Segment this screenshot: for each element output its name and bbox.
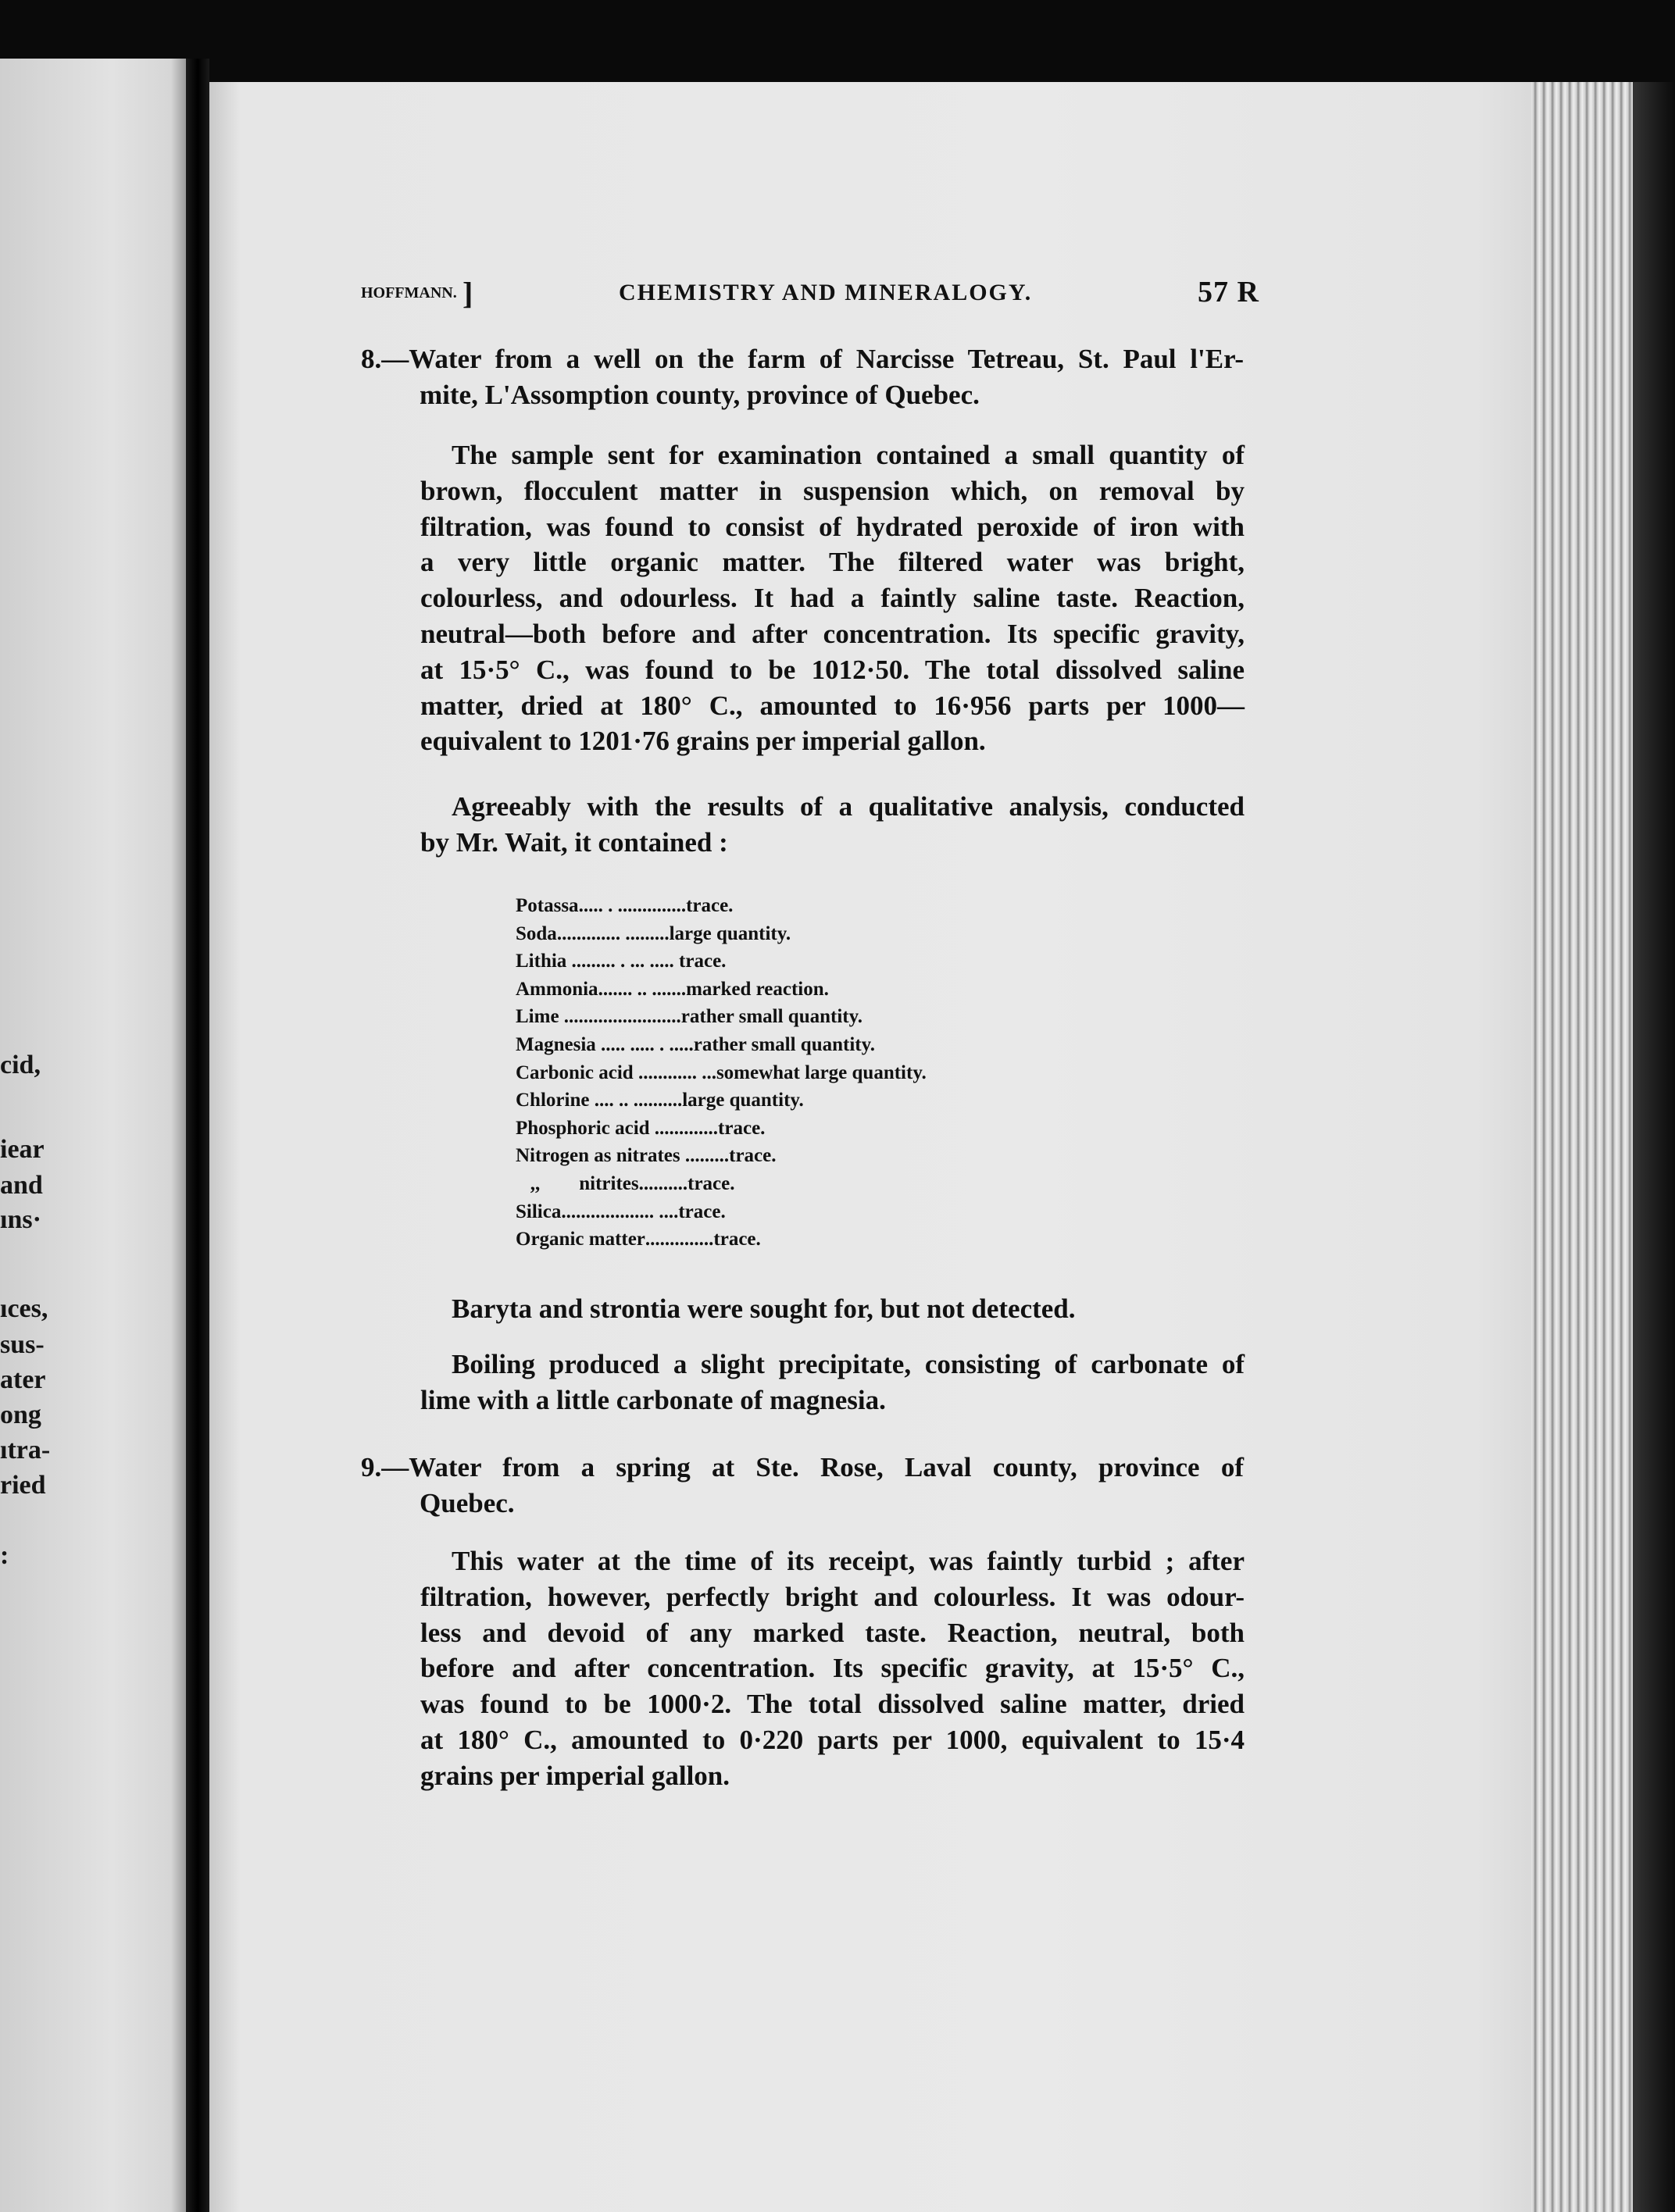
analysis-amount: large quantity.	[682, 1090, 804, 1111]
entry-8-line: 8.—Water from a well on the farm of Narcisse Tetreau, St. Paul l'Er-	[361, 344, 1244, 374]
paragraph-line: filtration, was found to consist of hydrated peroxide of iron with	[420, 511, 1245, 542]
left-page-fragment: cid,	[0, 1051, 41, 1079]
analysis-row	[516, 892, 1141, 920]
paragraph-line: Boiling produced a slight precipitate, consisting of carbonate of	[452, 1349, 1245, 1379]
analysis-amount: somewhat large quantity.	[716, 1061, 927, 1083]
analysis-constituent: Silica	[516, 1201, 562, 1222]
analysis-constituent: Carbonic acid	[516, 1061, 634, 1083]
paragraph-line: Baryta and strontia were sought for, but not detected.	[452, 1293, 1076, 1324]
analysis-amount: trace.	[688, 1172, 735, 1194]
left-page-fragment: iear	[0, 1135, 45, 1164]
analysis-constituent: Potassa	[516, 895, 579, 916]
analysis-amount: trace.	[718, 1117, 766, 1139]
analysis-row	[516, 1170, 1141, 1198]
analysis-leader-dots: ......... . ... .....	[566, 951, 680, 972]
analysis-constituent: Magnesia	[516, 1033, 596, 1055]
paragraph-line: The sample sent for examination contained a small quantity of	[452, 440, 1245, 470]
analysis-table	[516, 892, 1141, 1254]
analysis-leader-dots: ............. .........	[556, 922, 670, 944]
paragraph-line: lime with a little carbonate of magnesia.	[420, 1384, 886, 1415]
left-page-fragment: ong	[0, 1400, 41, 1429]
paragraph-line: filtration, however, perfectly bright and colourless. It was odour-	[420, 1581, 1245, 1612]
analysis-amount: trace.	[678, 1201, 726, 1222]
analysis-row	[516, 920, 1141, 948]
analysis-constituent: Phosphoric acid	[516, 1117, 650, 1139]
header-title: CHEMISTRY AND MINERALOGY.	[619, 280, 1033, 305]
analysis-leader-dots: .........	[680, 1145, 730, 1167]
analysis-row	[516, 976, 1141, 1004]
page-edge-shadow	[1633, 82, 1675, 2212]
paragraph-boiling	[420, 1347, 1245, 1418]
paragraph-line: a very little organic matter. The filtered water was bright,	[420, 547, 1245, 578]
paragraph-line: This water at the time of its receipt, was faintly turbid ; after	[452, 1546, 1245, 1576]
analysis-row	[516, 1003, 1141, 1031]
header-bracket: ]	[462, 276, 474, 311]
paragraph-line: less and devoid of any marked taste. Reaction, neutral, both	[420, 1617, 1245, 1648]
analysis-leader-dots: ........................	[559, 1006, 681, 1028]
page-number: 57 R	[1198, 276, 1259, 309]
analysis-leader-dots: ............ ...	[633, 1061, 716, 1083]
paragraph-line: at 15·5° C., was found to be 1012·50. The total dissolved saline	[420, 654, 1245, 685]
paragraph-sample	[420, 437, 1245, 759]
analysis-constituent: Ammonia	[516, 978, 598, 1000]
entry-9-line: Quebec.	[420, 1487, 515, 1518]
entry-8-heading	[361, 341, 1244, 413]
analysis-leader-dots: ..........	[638, 1172, 688, 1194]
page-edges	[1531, 82, 1633, 2212]
analysis-constituent: ,, nitrites	[516, 1172, 639, 1194]
header-author: HOFFMANN.	[361, 284, 457, 301]
analysis-leader-dots: ..............	[645, 1229, 714, 1250]
analysis-amount: trace.	[679, 951, 727, 972]
paragraph-line: at 180° C., amounted to 0·220 parts per 1000, equivalent to 15·4	[420, 1724, 1245, 1755]
analysis-constituent: Organic matter	[516, 1229, 645, 1250]
book-gutter	[186, 59, 209, 2212]
paragraph-baryta	[420, 1291, 1245, 1327]
analysis-row	[516, 1115, 1141, 1143]
paragraph-line: neutral—both before and after concentration. Its specific gravity,	[420, 618, 1245, 649]
analysis-leader-dots: ..... . ..............	[578, 895, 687, 916]
analysis-amount: large quantity.	[669, 922, 791, 944]
analysis-constituent: Soda	[516, 922, 557, 944]
left-page-fragment: ıces,	[0, 1294, 48, 1323]
analysis-leader-dots: .... .. ..........	[589, 1090, 683, 1111]
entry-9-line: 9.—Water from a spring at Ste. Rose, Laval county, province of	[361, 1452, 1244, 1482]
left-page-fragment: :	[0, 1541, 9, 1570]
analysis-row	[516, 1059, 1141, 1087]
paragraph-line: grains per imperial gallon.	[420, 1760, 730, 1791]
left-page-fragment: sus-	[0, 1330, 45, 1359]
left-page-fragment: and	[0, 1171, 43, 1200]
paragraph-spring-water	[420, 1543, 1245, 1794]
entry-8-line: mite, L'Assomption county, province of Quebec.	[420, 379, 980, 410]
analysis-leader-dots: ................... ....	[561, 1201, 679, 1222]
analysis-amount: marked reaction.	[686, 978, 829, 1000]
analysis-constituent: Chlorine	[516, 1090, 590, 1111]
paragraph-line: by Mr. Wait, it contained :	[420, 826, 728, 858]
left-facing-page	[0, 59, 186, 2212]
analysis-constituent: Lime	[516, 1006, 559, 1028]
analysis-row	[516, 1086, 1141, 1115]
analysis-amount: trace.	[729, 1145, 777, 1167]
running-header	[361, 276, 1259, 314]
analysis-leader-dots: ..... ..... . .....	[595, 1033, 694, 1055]
paragraph-line: equivalent to 1201·76 grains per imperial gallon.	[420, 726, 986, 757]
analysis-row	[516, 1226, 1141, 1254]
paragraph-line: matter, dried at 180° C., amounted to 16·956 parts per 1000—	[420, 690, 1245, 721]
analysis-leader-dots: ....... .. .......	[598, 978, 687, 1000]
paragraph-line: brown, flocculent matter in suspension which, on removal by	[420, 475, 1245, 506]
analysis-row	[516, 947, 1141, 976]
analysis-row	[516, 1142, 1141, 1170]
analysis-leader-dots: .............	[649, 1117, 719, 1139]
analysis-amount: trace.	[713, 1229, 761, 1250]
paragraph-line: before and after concentration. Its specific gravity, at 15·5° C.,	[420, 1653, 1245, 1684]
analysis-constituent: Nitrogen as nitrates	[516, 1145, 680, 1167]
analysis-constituent: Lithia	[516, 951, 567, 972]
analysis-row	[516, 1198, 1141, 1226]
left-page-fragment: ater	[0, 1365, 46, 1394]
left-page-fragment: ried	[0, 1471, 46, 1500]
analysis-amount: trace.	[686, 895, 734, 916]
paragraph-line: colourless, and odourless. It had a faintly saline taste. Reaction,	[420, 583, 1245, 614]
paragraph-line: was found to be 1000·2. The total dissolved saline matter, dried	[420, 1689, 1245, 1720]
paragraph-line: Agreeably with the results of a qualitative analysis, conducted	[452, 791, 1245, 822]
analysis-row	[516, 1031, 1141, 1059]
left-page-fragment: ıns·	[0, 1205, 41, 1234]
paragraph-analysis-intro	[420, 789, 1245, 861]
analysis-amount: rather small quantity.	[693, 1033, 875, 1055]
entry-9-heading	[361, 1450, 1244, 1522]
left-page-fragment: ıtra-	[0, 1436, 51, 1465]
analysis-amount: rather small quantity.	[680, 1006, 862, 1028]
